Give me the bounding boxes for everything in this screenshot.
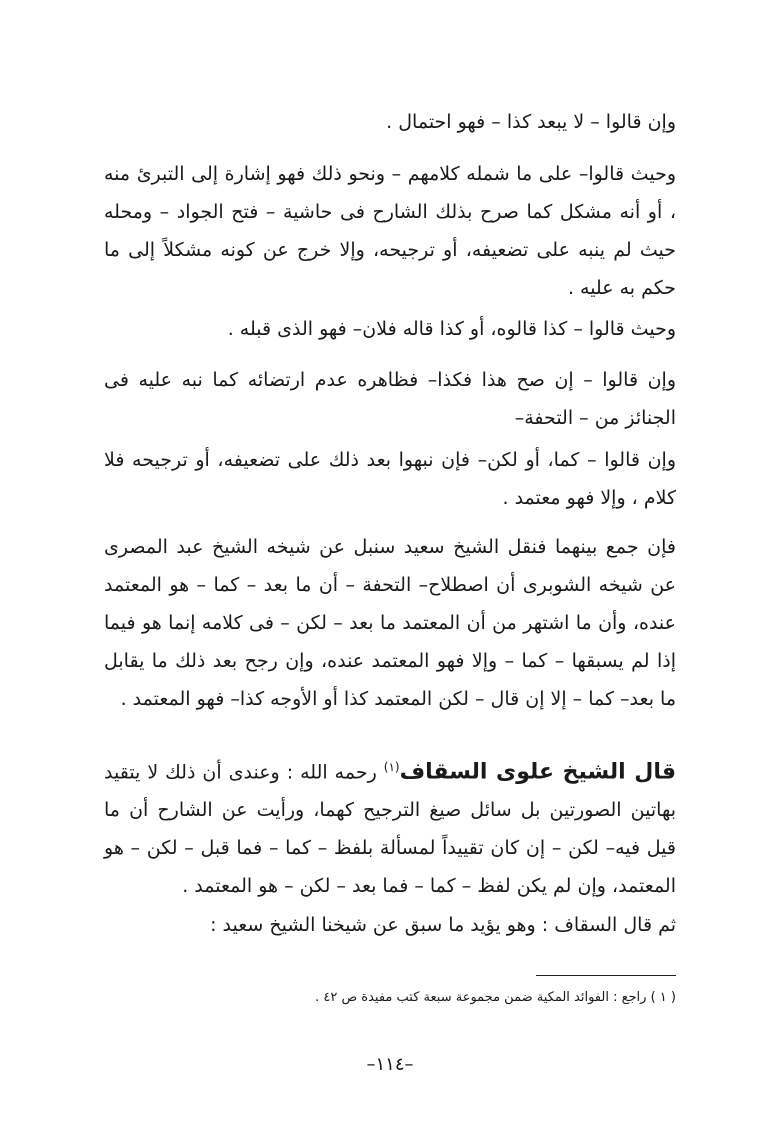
footnote-marker[interactable]: (١) — [383, 760, 400, 774]
section-paragraph — [104, 748, 676, 905]
footnote-divider — [536, 975, 676, 976]
section-text: رحمه الله : وعندى أن ذلك لا يتقيد بهاتين الصورتين بل سائل صيغ الترجيح كهما، ورأيت عن الشارح أن ما قيل فيه– لكن – إن كان تقييداً لمسألة بلفظ – كما – فما قبل – لكن – هو المعتمد، وإن لم يكن لفظ – كما – فما بعد – لكن – هو المعتمد . — [104, 761, 676, 898]
paragraph-3: وحيث قالوا – كذا قالوه، أو كذا قاله فلان– فهو الذى قبله . — [227, 318, 676, 340]
paragraph-5: وإن قالوا – كما، أو لكن– فإن نبهوا بعد ذلك على تضعيفه، أو ترجيحه فلا كلام ، وإلا فهو معتمد . — [104, 449, 676, 509]
paragraph-1: وإن قالوا – لا يبعد كذا – فهو احتمال . — [386, 111, 676, 133]
footnote: ( ١ ) راجع : الفوائد المكية ضمن مجموعة سبعة كتب مفيدة ص ٤٢ . — [315, 990, 676, 1005]
paragraph-2: وحيث قالوا– على ما شمله كلامهم – ونحو ذلك فهو إشارة إلى التبرئ منه ، أو أنه مشكل كما صرح بذلك الشارح فى حاشية – فتح الجواد – ومحله حيث لم ينبه على تضعيفه، أو ترجيحه، وإلا خرج عن كونه مشكلاً إلى ما حكم به عليه . — [104, 163, 676, 299]
section-heading: قال الشيخ علوى السقاف — [399, 759, 676, 785]
page-number: –١١٤– — [366, 1054, 414, 1075]
paragraph-4: وإن قالوا – إن صح هذا فكذا– فظاهره عدم ارتضائه كما نبه عليه فى الجنائز من – التحفة– — [104, 369, 676, 429]
paragraph-6: فإن جمع بينهما فنقل الشيخ سعيد سنبل عن شيخه الشيخ عبد المصرى عن شيخه الشوبرى أن اصطلاح– التحفة – أن ما بعد – كما – هو المعتمد عنده، وأن ما اشتهر من أن المعتمد ما بعد – لكن – فى كلامه إنما هو فيما إذا لم يسبقها – كما – وإلا فهو المعتمد عنده، وإن رجح بعد ذلك ما يقابل ما بعد– كما – إلا إن قال – لكن المعتمد كذا أو الأوجه كذا– فهو المعتمد . — [104, 536, 676, 710]
closing-paragraph: ثم قال السقاف : وهو يؤيد ما سبق عن شيخنا الشيخ سعيد : — [210, 914, 676, 936]
